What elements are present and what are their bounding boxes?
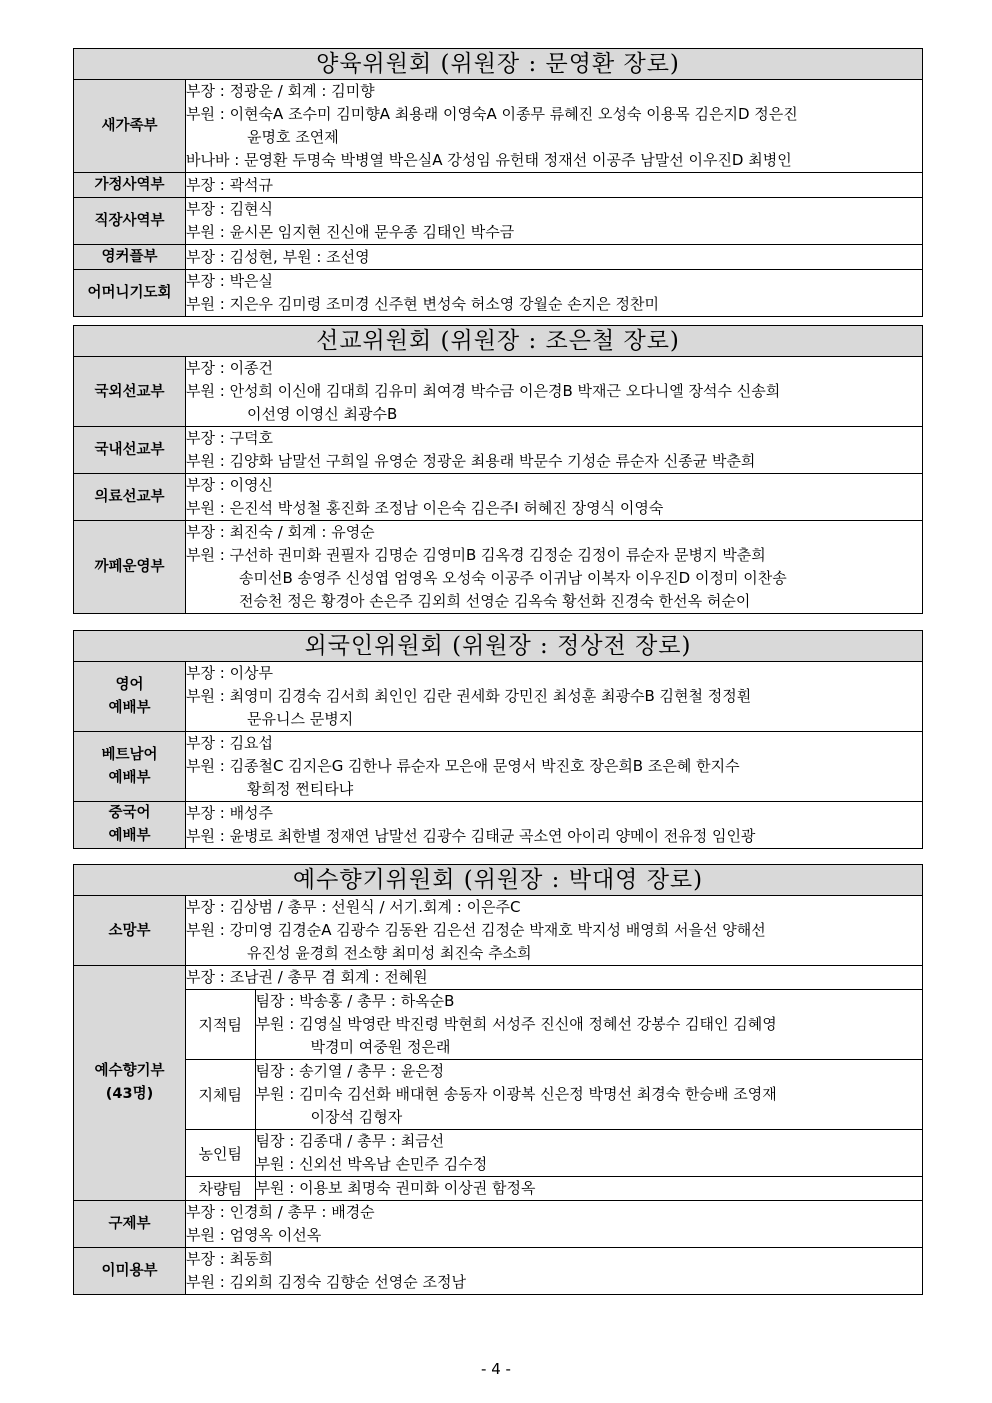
member-line: 부원 : 구선하 권미화 권필자 김명순 김영미B 김옥경 김정순 김정이 류순자 문병지 박춘희 [186,546,766,564]
leader-line: 부장 : 김요섭 [186,734,274,752]
dept-name: 새가족부 [74,80,186,173]
leader-line: 부장 : 이상무 [186,664,274,682]
leader-line [186,966,922,990]
team-name: 지적팀 [186,990,255,1060]
dept-teams [186,966,923,1201]
dept-name: 이미용부 [74,1248,186,1295]
dept-members [186,245,923,270]
dept-name: 영커플부 [74,245,186,270]
committee-title: 외국인위원회 (위원장 : 정상전 장로) [74,631,923,662]
dept-name-line2: 예배부 [108,828,151,844]
committee-jesus-fragrance-table [73,864,923,1295]
member-line: 송미선B 송영주 신성엽 엄영옥 오성숙 이공주 이귀남 이복자 이우진D 이정미 이찬송 [239,569,787,587]
member-line: 전승천 정은 황경아 손은주 김외희 선영순 김옥숙 황선화 진경숙 한선옥 허순이 [239,592,751,610]
member-line: 부원 : 김종철C 김지은G 김한나 류순자 모은애 문영서 박진호 장은희B 조은혜 한지수 [186,757,740,775]
team-name: 차량팀 [186,1177,255,1201]
leader-line: 부장 : 곽석규 [186,175,274,194]
dept-members [186,474,923,521]
member-line: 바나바 : 문영환 두명숙 박병열 박은실A 강성임 유헌태 정재선 이공주 남말선 이우진D 최병인 [186,151,792,169]
member-line: 부원 : 안성희 이신애 김대희 김유미 최여경 박수금 이은경B 박재근 오다니엘 장석수 신송희 [186,382,781,400]
member-line: 부원 : 김양화 남말선 구희일 유영순 정광운 최용래 박문수 기성순 류순자 신종균 박춘희 [186,452,756,470]
member-line: 부원 : 강미영 김경순A 김광수 김동완 김은선 김정순 박재호 박지성 배영희 서을선 양해선 [186,921,766,939]
leader-text: 부장 : 조남권 / 총무 겸 회계 : 전혜원 [186,968,428,986]
leader-line: 부장 : 정광운 / 회계 : 김미향 [186,82,375,100]
leader-line: 부장 : 김상범 / 총무 : 선원식 / 서기.회계 : 이은주C [186,898,521,916]
member-line: 부원 : 윤병로 최한별 정재연 남말선 김광수 김태균 곡소연 아이리 양메이 전유정 임인광 [186,827,756,845]
dept-name-line1: 예수향기부 [94,1063,165,1079]
member-line: 부원 : 최영미 김경숙 김서희 최인인 김란 권세화 강민진 최성훈 최광수B 김현철 정정훤 [186,687,752,705]
page-number: - 4 - [481,1360,511,1378]
dept-members [186,357,923,427]
member-line: 부원 : 신외선 박옥남 손민주 김수정 [255,1155,488,1173]
dept-name: 어머니기도회 [74,270,186,317]
member-line: 이장석 김형자 [310,1108,403,1126]
committee-nurture-table [73,48,923,317]
dept-members [186,270,923,317]
leader-line: 부장 : 이영신 [186,476,274,494]
dept-name-line2: 예배부 [108,769,151,786]
committee-title: 예수향기위원회 (위원장 : 박대영 장로) [74,865,923,896]
dept-name: 구제부 [74,1201,186,1248]
dept-members [186,173,923,198]
team-members [255,1060,922,1130]
dept-name-line2: (43명) [105,1086,154,1102]
dept-members [186,521,923,614]
member-line: 부원 : 엄영옥 이선옥 [186,1226,322,1244]
member-line: 부원 : 김영실 박영란 박진령 박현희 서성주 진신애 정혜선 강봉수 김태인 김혜영 [255,1015,777,1033]
leader-line: 부장 : 김현식 [186,200,274,218]
team-name: 농인팀 [186,1130,255,1177]
leader-line: 부장 : 김성현, 부원 : 조선영 [186,247,370,266]
dept-members [186,198,923,245]
dept-members [186,802,923,849]
dept-name: 의료선교부 [74,474,186,521]
member-line: 부원 : 윤시몬 임지현 진신애 문우종 김태인 박수금 [186,223,515,241]
member-line: 부원 : 이용보 최명숙 권미화 이상권 함정옥 [255,1179,536,1197]
committee-foreigner-table [73,630,923,849]
team-leader-line: 팀장 : 송기열 / 총무 : 윤은정 [255,1062,445,1080]
dept-members [186,80,923,173]
dept-name: 까페운영부 [74,521,186,614]
dept-members [186,896,923,966]
dept-name: 직장사역부 [74,198,186,245]
dept-name-line1: 중국어 [108,805,151,821]
leader-line: 부장 : 최진숙 / 회계 : 유영순 [186,523,375,541]
member-line: 부원 : 은진석 박성철 홍진화 조정남 이은숙 김은주I 허혜진 장영식 이영숙 [186,499,664,517]
committee-mission-table [73,325,923,614]
member-line: 부원 : 김외희 김정숙 김향순 선영순 조정남 [186,1273,466,1291]
member-line: 박경미 여중원 정은래 [310,1038,451,1056]
member-line: 윤명호 조연제 [247,128,339,146]
leader-line: 부장 : 배성주 [186,804,274,822]
member-line: 문유니스 문병지 [247,710,354,728]
leader-line: 부장 : 박은실 [186,272,274,290]
leader-line: 부장 : 구덕호 [186,429,274,447]
dept-name: 국외선교부 [74,357,186,427]
leader-line: 부장 : 최동희 [186,1250,274,1268]
dept-name [74,802,186,849]
leader-line: 부장 : 이종건 [186,359,274,377]
committee-title: 양육위원회 (위원장 : 문영환 장로) [74,49,923,80]
dept-name: 가정사역부 [74,173,186,198]
dept-name-line1: 베트남어 [101,746,158,763]
dept-members [186,732,923,802]
member-line: 유진성 윤경희 전소향 최미성 최진숙 추소희 [247,944,532,962]
dept-name: 국내선교부 [74,427,186,474]
dept-name: 소망부 [74,896,186,966]
dept-name-line2: 예배부 [108,699,151,716]
dept-name-line1: 영어 [115,676,144,693]
team-leader-line: 팀장 : 김종대 / 총무 : 최금선 [255,1132,445,1150]
dept-members [186,427,923,474]
member-line: 부원 : 지은우 김미령 조미경 신주현 변성숙 허소영 강월순 손지은 정찬미 [186,295,659,313]
team-members [255,990,922,1060]
member-line: 이선영 이영신 최광수B [247,405,398,423]
leader-line: 부장 : 인경희 / 총무 : 배경순 [186,1203,375,1221]
dept-name [74,732,186,802]
member-line: 부원 : 김미숙 김선화 배대현 송동자 이광복 신은정 박명선 최경숙 한승배 조영재 [255,1085,777,1103]
dept-members [186,1201,923,1248]
dept-members [186,1248,923,1295]
team-members [255,1177,922,1201]
member-line: 부원 : 이현숙A 조수미 김미향A 최용래 이영숙A 이종무 류혜진 오성숙 이용목 김은지D 정은진 [186,105,798,123]
team-leader-line: 팀장 : 박송홍 / 총무 : 하옥순B [255,992,455,1010]
member-line: 황희정 쩐티타냐 [247,780,354,798]
committee-title: 선교위원회 (위원장 : 조은철 장로) [74,326,923,357]
dept-members [186,662,923,732]
dept-name [74,966,186,1201]
team-members [255,1130,922,1177]
team-table [186,966,922,1200]
team-name: 지체팀 [186,1060,255,1130]
dept-name [74,662,186,732]
